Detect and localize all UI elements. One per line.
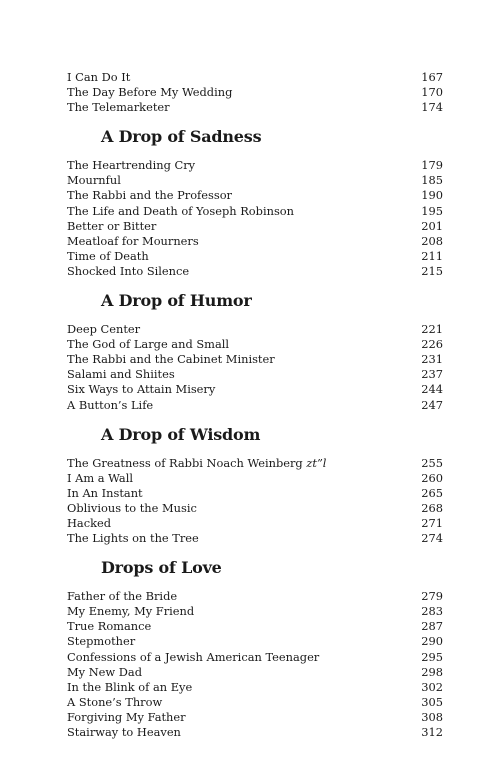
entry-title: Better or Bitter [67,218,157,233]
table-of-contents [67,70,443,740]
toc-section [67,546,443,740]
entry-page-number: 215 [421,263,443,278]
entry-page-number: 260 [421,470,443,485]
toc-entry [67,501,443,516]
toc-entry [67,486,443,501]
toc-entry [67,619,443,634]
toc-entry [67,173,443,188]
toc-entry [67,367,443,382]
entry-title: The Heartrending Cry [67,158,196,173]
entry-page-number: 290 [421,634,443,649]
entry-title: Mournful [67,173,121,188]
toc-section [67,115,443,279]
toc-entry [67,725,443,740]
entry-page-number: 231 [421,352,443,367]
entry-title: The Day Before My Wedding [67,85,233,100]
toc-entry [67,219,443,234]
toc-section [67,279,443,413]
entry-page-number: 195 [421,203,443,218]
entry-page-number: 274 [421,531,443,546]
section-heading: A Drop of Humor [101,291,252,311]
entry-page-number: 174 [421,100,443,115]
toc-entry [67,234,443,249]
entry-page-number: 237 [421,367,443,382]
entry-page-number: 211 [421,248,443,263]
entry-page-number: 208 [421,233,443,248]
entry-title: The Lights on the Tree [67,531,199,546]
entry-list-continued [67,70,443,115]
entry-title: The Life and Death of Yoseph Robinson [67,203,294,218]
section-heading: Drops of Love [101,558,222,578]
toc-entry [67,70,443,85]
toc-entry [67,204,443,219]
toc-entry [67,695,443,710]
entry-title: Time of Death [67,248,149,263]
entry-page-number: 308 [421,709,443,724]
entry-page-number: 302 [421,679,443,694]
toc-entry [67,516,443,531]
toc-entry [67,589,443,604]
entry-title: Stepmother [67,634,136,649]
entry-page-number: 268 [421,500,443,515]
entry-title-honorific: zt”l [306,455,327,470]
entry-title: I Can Do It [67,70,131,84]
toc-entry [67,710,443,725]
entry-title: The Rabbi and the Professor [67,188,233,203]
entry-page-number: 295 [421,649,443,664]
entry-page-number: 298 [421,664,443,679]
toc-entry [67,456,443,471]
toc-entry [67,471,443,486]
entry-page-number: 221 [421,322,443,337]
entry-title: Father of the Bride [67,589,178,604]
toc-entry [67,531,443,546]
entry-page-number: 185 [421,173,443,188]
entry-title: Oblivious to the Music [67,500,197,515]
entry-page-number: 167 [421,70,443,84]
entry-page-number: 283 [421,604,443,619]
entry-page-number: 287 [421,619,443,634]
entry-page-number: 312 [421,725,443,739]
entry-title: Deep Center [67,322,141,337]
toc-entry [67,398,443,413]
toc-entry [67,264,443,279]
entry-page-number: 265 [421,485,443,500]
entry-page-number: 190 [421,188,443,203]
entry-title: Six Ways to Attain Misery [67,382,216,397]
entry-title: In the Blink of an Eye [67,679,193,694]
toc-entry [67,158,443,173]
toc-section [67,413,443,547]
toc-entry [67,337,443,352]
entry-title: I Am a Wall [67,470,133,485]
entry-page-number: 201 [421,218,443,233]
entry-title: In An Instant [67,485,143,500]
entry-page-number: 179 [421,158,443,173]
toc-entry [67,650,443,665]
entry-title: Hacked [67,515,112,530]
entry-title: True Romance [67,619,152,634]
toc-entry [67,85,443,100]
entry-page-number: 244 [421,382,443,397]
entry-title: Stairway to Heaven [67,725,181,739]
toc-entry [67,604,443,619]
entry-title: Salami and Shiites [67,367,175,382]
toc-entry [67,634,443,649]
entry-title: Shocked Into Silence [67,263,190,278]
entry-title: The Telemarketer [67,100,170,115]
toc-entry [67,322,443,337]
entry-title: My Enemy, My Friend [67,604,195,619]
toc-entry [67,188,443,203]
entry-title [67,456,326,471]
entry-title: The Rabbi and the Cabinet Minister [67,352,275,367]
entry-page-number: 271 [421,515,443,530]
toc-entry [67,352,443,367]
entry-page-number: 247 [421,397,443,412]
entry-page-number: 255 [421,455,443,470]
toc-entry [67,249,443,264]
toc-entry [67,100,443,115]
toc-entry [67,680,443,695]
toc-entry [67,665,443,680]
entry-page-number: 170 [421,85,443,100]
entry-page-number: 279 [421,589,443,604]
entry-title-text: The Greatness of Rabbi Noach Weinberg [67,455,307,470]
entry-title: The God of Large and Small [67,337,230,352]
entry-title: My New Dad [67,664,143,679]
entry-title: A Stone’s Throw [67,694,163,709]
entry-title: Forgiving My Father [67,709,186,724]
entry-page-number: 305 [421,694,443,709]
entry-title: Confessions of a Jewish American Teenager [67,649,320,664]
entry-title: A Button’s Life [67,397,154,412]
entry-page-number: 226 [421,337,443,352]
section-heading: A Drop of Sadness [101,127,262,147]
toc-entry [67,382,443,397]
entry-title: Meatloaf for Mourners [67,233,199,248]
section-heading: A Drop of Wisdom [101,424,261,444]
